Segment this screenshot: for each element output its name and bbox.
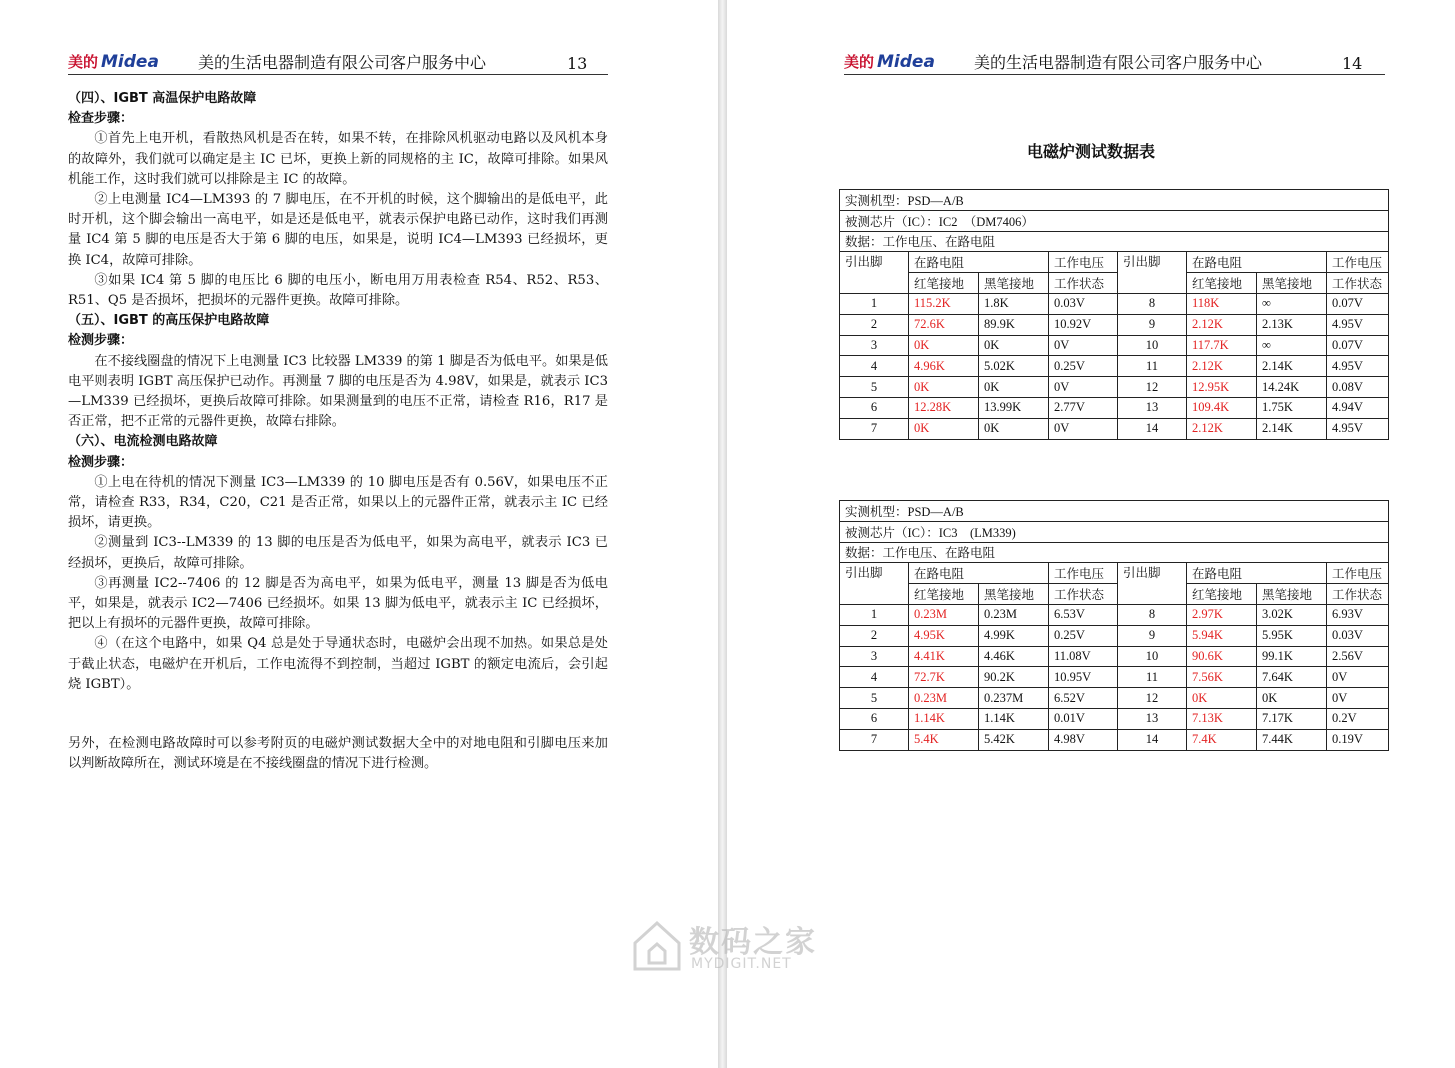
test-data-table-ic3	[839, 500, 1389, 751]
pin-number: 4	[840, 356, 909, 377]
paragraph: ③如果 IC4 第 5 脚的电压比 6 脚的电压小，断电用万用表检查 R54、R52、R53、R51、Q5 是否损坏，把损坏的元器件更换。故障可排除。	[68, 272, 608, 309]
data-value: 1.14K	[909, 708, 979, 729]
data-value: 0.07V	[1327, 335, 1389, 356]
header-black-probe: 黑笔接地	[1257, 273, 1327, 294]
midea-logo: 美的 Midea	[68, 52, 159, 72]
page-header	[68, 50, 608, 75]
pin-number: 12	[1118, 688, 1187, 709]
header-black-probe: 黑笔接地	[979, 273, 1049, 294]
data-value: 0K	[1257, 688, 1327, 709]
data-value: 0.03V	[1049, 293, 1118, 314]
data-value: 4.46K	[979, 646, 1049, 667]
section-heading: （五）、IGBT 的高压保护电路故障	[68, 313, 270, 329]
pin-number: 10	[1118, 646, 1187, 667]
table-row	[840, 563, 1389, 584]
data-value: 2.56V	[1327, 646, 1389, 667]
table-row	[840, 397, 1389, 418]
table-row	[840, 314, 1389, 335]
pin-number: 13	[1118, 397, 1187, 418]
data-value: 0.25V	[1049, 625, 1118, 646]
data-value: 0V	[1049, 418, 1118, 439]
header-state: 工作状态	[1327, 584, 1389, 605]
data-value: 4.95K	[909, 625, 979, 646]
header-voltage: 工作电压	[1049, 563, 1118, 584]
data-value: 3.02K	[1257, 604, 1327, 625]
header-resistance: 在路电阻	[909, 563, 1049, 584]
data-value: 0V	[1327, 688, 1389, 709]
header-resistance: 在路电阻	[1187, 563, 1327, 584]
section-heading: （四）、IGBT 高温保护电路故障	[68, 91, 257, 106]
data-value: 118K	[1187, 293, 1257, 314]
data-value: 0K	[1187, 688, 1257, 709]
pin-number: 3	[840, 335, 909, 356]
table-row	[840, 252, 1389, 273]
data-value: 10.95V	[1049, 667, 1118, 688]
data-value: 0.08V	[1327, 377, 1389, 398]
data-value: 4.95V	[1327, 314, 1389, 335]
data-value: ∞	[1257, 293, 1327, 314]
table-row	[840, 190, 1389, 211]
data-value: 13.99K	[979, 397, 1049, 418]
data-value: 117.7K	[1187, 335, 1257, 356]
header-title: 美的生活电器制造有限公司客户服务中心	[974, 53, 1263, 72]
data-value: 0K	[909, 418, 979, 439]
data-value: 0K	[909, 377, 979, 398]
pin-number: 1	[840, 604, 909, 625]
header-red-probe: 红笔接地	[909, 584, 979, 605]
pin-number: 5	[840, 688, 909, 709]
table-row	[840, 708, 1389, 729]
data-value: 12.28K	[909, 397, 979, 418]
table-row	[840, 356, 1389, 377]
pin-number: 8	[1118, 604, 1187, 625]
data-value: 2.12K	[1187, 356, 1257, 377]
data-value: 2.13K	[1257, 314, 1327, 335]
header-pin: 引出脚	[840, 252, 909, 294]
paragraph: ②测量到 IC3--LM339 的 13 脚的电压是否为低电平，如果为高电平，就表示 IC3 已经损坏，更换后，故障可排除。	[68, 535, 608, 571]
table-row	[840, 210, 1389, 231]
data-value: 7.56K	[1187, 667, 1257, 688]
data-value: 1.8K	[979, 293, 1049, 314]
data-value: 0.01V	[1049, 708, 1118, 729]
pin-number: 9	[1118, 625, 1187, 646]
data-value: 0V	[1049, 335, 1118, 356]
pin-number: 6	[840, 708, 909, 729]
header-voltage: 工作电压	[1049, 252, 1118, 273]
data-value: 72.6K	[909, 314, 979, 335]
table-row	[840, 646, 1389, 667]
data-value: 4.98V	[1049, 729, 1118, 750]
data-value: 14.24K	[1257, 377, 1327, 398]
data-value: 1.14K	[979, 708, 1049, 729]
table-row	[840, 418, 1389, 439]
pin-number: 5	[840, 377, 909, 398]
header-pin: 引出脚	[840, 563, 909, 605]
data-value: 0.23M	[909, 604, 979, 625]
data-value: 2.77V	[1049, 397, 1118, 418]
data-value: 0.23M	[979, 604, 1049, 625]
test-data-table-ic2	[839, 189, 1389, 440]
data-value: 0.03V	[1327, 625, 1389, 646]
data-value: 4.96K	[909, 356, 979, 377]
watermark-main: 数码之家	[689, 925, 817, 960]
pin-number: 7	[840, 729, 909, 750]
table-row	[840, 688, 1389, 709]
data-value: 0V	[1327, 667, 1389, 688]
table-row	[840, 377, 1389, 398]
page-header	[844, 50, 1385, 75]
data-value: 4.95V	[1327, 356, 1389, 377]
pin-number: 11	[1118, 667, 1187, 688]
footer-note	[68, 734, 608, 774]
data-value: 2.12K	[1187, 418, 1257, 439]
pin-number: 14	[1118, 418, 1187, 439]
table-row	[840, 667, 1389, 688]
table-row	[840, 273, 1389, 294]
doc-title: 电磁炉测试数据表	[1026, 142, 1155, 161]
data-value: 90.6K	[1187, 646, 1257, 667]
header-state: 工作状态	[1049, 273, 1118, 294]
data-value: 0K	[979, 377, 1049, 398]
pin-number: 8	[1118, 293, 1187, 314]
data-value: 109.4K	[1187, 397, 1257, 418]
section-heading: 检测步骤：	[68, 333, 134, 349]
table-row	[840, 625, 1389, 646]
data-value: 115.2K	[909, 293, 979, 314]
data-value: 4.95V	[1327, 418, 1389, 439]
header-pin: 引出脚	[1118, 252, 1187, 294]
page-spine	[718, 0, 727, 1068]
header-red-probe: 红笔接地	[1187, 273, 1257, 294]
left-page	[0, 0, 718, 1068]
header-resistance: 在路电阻	[1187, 252, 1327, 273]
header-pin: 引出脚	[1118, 563, 1187, 605]
data-value: 0K	[979, 335, 1049, 356]
data-value: 5.95K	[1257, 625, 1327, 646]
pin-number: 13	[1118, 708, 1187, 729]
section-heading: 检测步骤：	[68, 454, 134, 470]
section-heading: （六）、电流检测电路故障	[68, 434, 218, 450]
pin-number: 3	[840, 646, 909, 667]
table-data-desc: 数据：工作电压、在路电阻	[840, 542, 1389, 563]
paragraph: 在不接线圈盘的情况下上电测量 IC3 比较器 LM339 的第 1 脚是否为低电平。如果是低电平则表明 IGBT 高压保护已动作。再测量 7 脚的电压是否为 4.98V，如果是，就表示 IC3—LM339 已经损坏，更换后故障可排除。如果测量到的电压不正常，请检查 R16，R17 是否正常，把不正常的元器件更换，故障右排除。	[68, 353, 608, 430]
table-model: 实测机型：PSD—A/B	[840, 501, 1389, 522]
data-value: 7.13K	[1187, 708, 1257, 729]
data-value: 2.14K	[1257, 418, 1327, 439]
data-value: 5.02K	[979, 356, 1049, 377]
data-value: 0.07V	[1327, 293, 1389, 314]
data-value: 12.95K	[1187, 377, 1257, 398]
pin-number: 12	[1118, 377, 1187, 398]
data-value: 7.4K	[1187, 729, 1257, 750]
data-value: 90.2K	[979, 667, 1049, 688]
data-value: 0V	[1049, 377, 1118, 398]
data-value: 4.99K	[979, 625, 1049, 646]
header-voltage: 工作电压	[1327, 563, 1389, 584]
midea-logo: 美的 Midea	[844, 52, 935, 72]
data-value: 1.75K	[1257, 397, 1327, 418]
pin-number: 1	[840, 293, 909, 314]
section-heading: 检查步骤：	[68, 111, 134, 127]
data-value: 5.94K	[1187, 625, 1257, 646]
data-value: 0.2V	[1327, 708, 1389, 729]
table-row	[840, 542, 1389, 563]
header-red-probe: 红笔接地	[1187, 584, 1257, 605]
table-data-desc: 数据：工作电压、在路电阻	[840, 231, 1389, 252]
data-value: ∞	[1257, 335, 1327, 356]
data-value: 10.92V	[1049, 314, 1118, 335]
table-row	[840, 584, 1389, 605]
data-value: 0.25V	[1049, 356, 1118, 377]
table-row	[840, 231, 1389, 252]
data-value: 6.93V	[1327, 604, 1389, 625]
data-value: 2.97K	[1187, 604, 1257, 625]
data-value: 5.42K	[979, 729, 1049, 750]
page-number: 14	[1342, 54, 1363, 73]
pin-number: 4	[840, 667, 909, 688]
pin-number: 9	[1118, 314, 1187, 335]
paragraph: ①上电在待机的情况下测量 IC3—LM339 的 10 脚电压是否有 0.56V，如果电压不正常，请检查 R33，R34，C20，C21 是否正常，如果以上的元器件正常，就表示主 IC 已经损坏，请更换。	[68, 474, 608, 531]
pin-number: 11	[1118, 356, 1187, 377]
body-text	[68, 89, 608, 695]
pin-number: 2	[840, 314, 909, 335]
data-value: 0K	[909, 335, 979, 356]
data-value: 0.19V	[1327, 729, 1389, 750]
header-red-probe: 红笔接地	[909, 273, 979, 294]
data-value: 99.1K	[1257, 646, 1327, 667]
watermark	[629, 917, 829, 977]
data-value: 7.44K	[1257, 729, 1327, 750]
pin-number: 2	[840, 625, 909, 646]
data-value: 5.4K	[909, 729, 979, 750]
table-chip: 被测芯片（IC）：IC2 （DM7406）	[840, 210, 1389, 231]
header-black-probe: 黑笔接地	[979, 584, 1049, 605]
right-page	[727, 0, 1455, 1068]
data-value: 0K	[979, 418, 1049, 439]
paragraph: ①首先上电开机，看散热风机是否在转，如果不转，在排除风机驱动电路以及风机本身的故障外，我们就可以确定是主 IC 已坏，更换上新的同规格的主 IC，故障可排除。如果风机能工作，这时我们就可以排除是主 IC 的故障。	[68, 131, 608, 187]
data-value: 7.17K	[1257, 708, 1327, 729]
pin-number: 6	[840, 397, 909, 418]
data-value: 2.14K	[1257, 356, 1327, 377]
data-value: 4.41K	[909, 646, 979, 667]
header-title: 美的生活电器制造有限公司客户服务中心	[198, 53, 487, 72]
table-row	[840, 501, 1389, 522]
data-value: 89.9K	[979, 314, 1049, 335]
pin-number: 14	[1118, 729, 1187, 750]
paragraph: ②上电测量 IC4—LM393 的 7 脚电压，在不开机的时候，这个脚输出的是低电平，此时开机，这个脚会输出一高电平，如是还是低电平，就表示保护电路已动作，这时我们再测量 IC4 第 5 脚的电压是否大于第 6 脚的电压，如果是，说明 IC4—LM393 已经损坏，更换 IC4，故障可排除。	[68, 192, 608, 268]
page-number: 13	[567, 54, 588, 73]
footer-note-text: 另外，在检测电路故障时可以参考附页的电磁炉测试数据大全中的对地电阻和引脚电压来加以判断故障所在，测试环境是在不接线圈盘的情况下进行检测。	[68, 736, 608, 772]
table-row	[840, 293, 1389, 314]
data-value: 72.7K	[909, 667, 979, 688]
table-row	[840, 729, 1389, 750]
table-chip: 被测芯片（IC）：IC3 (LM339)	[840, 521, 1389, 542]
paragraph: ④（在这个电路中，如果 Q4 总是处于导通状态时，电磁炉会出现不加热。如果总是处于截止状态，电磁炉在开机后，工作电流得不到控制，当超过 IGBT 的额定电流后，会引起烧 IGBT）。	[68, 636, 608, 692]
data-value: 6.52V	[1049, 688, 1118, 709]
watermark-house-icon	[629, 917, 685, 973]
table-row	[840, 604, 1389, 625]
header-resistance: 在路电阻	[909, 252, 1049, 273]
data-value: 4.94V	[1327, 397, 1389, 418]
data-value: 11.08V	[1049, 646, 1118, 667]
data-value: 0.237M	[979, 688, 1049, 709]
pin-number: 7	[840, 418, 909, 439]
data-value: 2.12K	[1187, 314, 1257, 335]
table-row	[840, 521, 1389, 542]
paragraph: ③再测量 IC2--7406 的 12 脚是否为高电平，如果为低电平，测量 13 脚是否为低电平，如果是，就表示 IC2—7406 已经损坏。如果 13 脚为低电平，就表示主 IC 已经损坏，把以上有损坏的元器件更换，故障可排除。	[68, 575, 608, 632]
table-row	[840, 335, 1389, 356]
table-model: 实测机型：PSD—A/B	[840, 190, 1389, 211]
pin-number: 10	[1118, 335, 1187, 356]
data-value: 0.23M	[909, 688, 979, 709]
header-state: 工作状态	[1049, 584, 1118, 605]
header-voltage: 工作电压	[1327, 252, 1389, 273]
header-state: 工作状态	[1327, 273, 1389, 294]
watermark-sub: MYDIGIT.NET	[691, 956, 792, 972]
data-value: 7.64K	[1257, 667, 1327, 688]
header-black-probe: 黑笔接地	[1257, 584, 1327, 605]
data-value: 6.53V	[1049, 604, 1118, 625]
